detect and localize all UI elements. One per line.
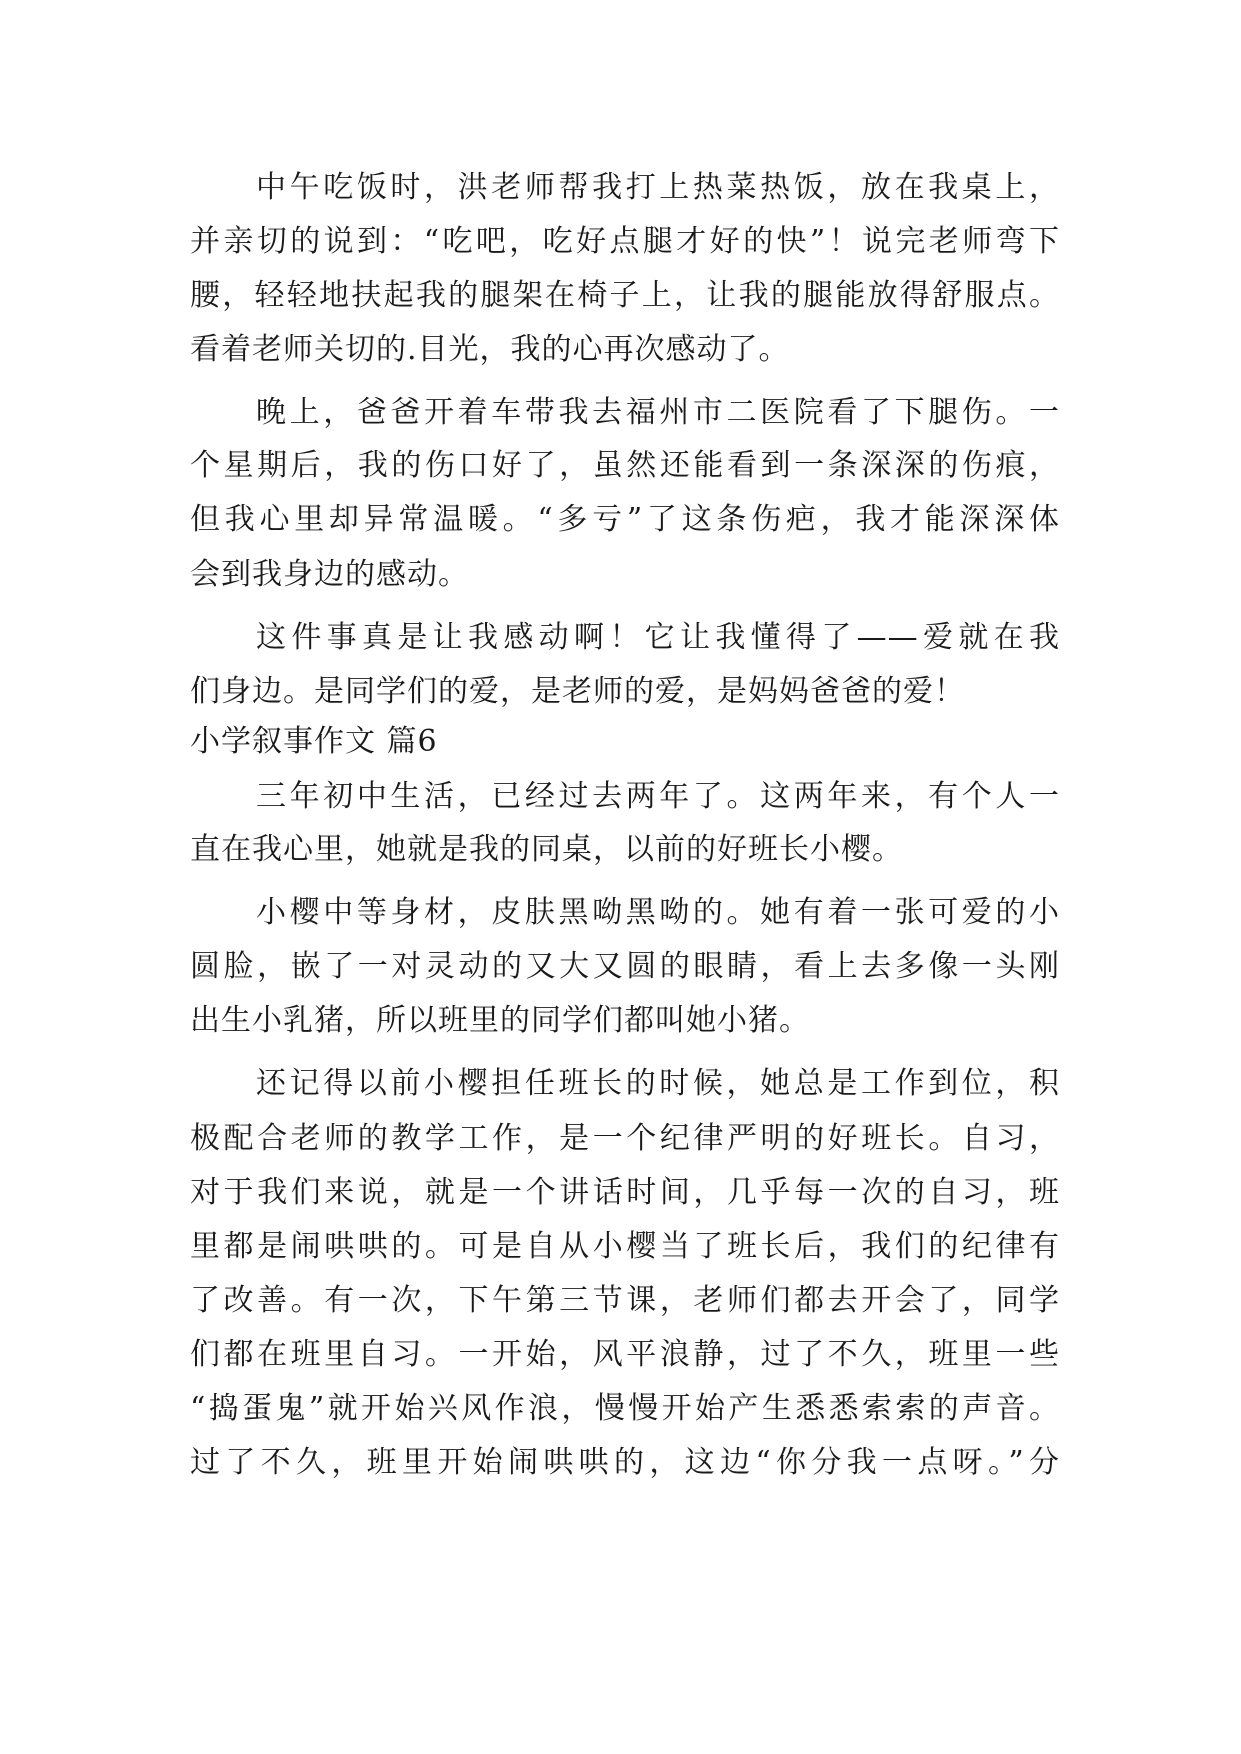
section-heading: 小学叙事作文 篇6	[190, 724, 438, 759]
paragraph-5-line-3: 出生小乳猪，所以班里的同学们都叫她小猪。	[190, 1003, 810, 1038]
paragraph-6-line-4: 里都是闹哄哄的。可是自从小樱当了班长后，我们的纪律有	[190, 1229, 1060, 1264]
paragraph-6-line-8: 过了不久，班里开始闹哄哄的，这边“你分我一点呀。”分	[190, 1445, 1060, 1480]
paragraph-3-line-2: 们身边。是同学们的爱，是老师的爱，是妈妈爸爸的爱！	[190, 674, 965, 709]
paragraph-6-line-6: 们都在班里自习。一开始，风平浪静，过了不久，班里一些	[190, 1337, 1060, 1372]
paragraph-6-line-5: 了改善。有一次，下午第三节课，老师们都去开会了，同学	[190, 1283, 1060, 1318]
paragraph-2-line-4: 会到我身边的感动。	[190, 557, 469, 592]
paragraph-2-line-1: 晚上，爸爸开着车带我去福州市二医院看了下腿伤。一	[256, 395, 1060, 430]
paragraph-1-line-2: 并亲切的说到：“吃吧，吃好点腿才好的快”！说完老师弯下	[190, 224, 1060, 259]
paragraph-1-line-3: 腰，轻轻地扶起我的腿架在椅子上，让我的腿能放得舒服点。	[190, 278, 1060, 313]
paragraph-1-line-1: 中午吃饭时，洪老师帮我打上热菜热饭，放在我桌上，	[256, 170, 1060, 205]
paragraph-2-line-2: 个星期后，我的伤口好了，虽然还能看到一条深深的伤痕，	[190, 448, 1060, 483]
paragraph-6-line-2: 极配合老师的教学工作，是一个纪律严明的好班长。自习，	[190, 1121, 1060, 1156]
paragraph-6-line-3: 对于我们来说，就是一个讲话时间，几乎每一次的自习，班	[190, 1175, 1060, 1210]
paragraph-4-line-2: 直在我心里，她就是我的同桌，以前的好班长小樱。	[190, 832, 903, 867]
paragraph-1-line-4: 看着老师关切的.目光，我的心再次感动了。	[190, 332, 790, 367]
paragraph-5-line-1: 小樱中等身材，皮肤黑呦黑呦的。她有着一张可爱的小	[256, 895, 1060, 930]
paragraph-6-line-1: 还记得以前小樱担任班长的时候，她总是工作到位，积	[256, 1066, 1060, 1101]
paragraph-5-line-2: 圆脸，嵌了一对灵动的又大又圆的眼睛，看上去多像一头刚	[190, 949, 1060, 984]
paragraph-2-line-3: 但我心里却异常温暖。“多亏”了这条伤疤，我才能深深体	[190, 502, 1060, 537]
paragraph-6-line-7: “捣蛋鬼”就开始兴风作浪，慢慢开始产生悉悉索索的声音。	[190, 1391, 1060, 1426]
paragraph-4-line-1: 三年初中生活，已经过去两年了。这两年来，有个人一	[256, 779, 1060, 814]
paragraph-3-line-1: 这件事真是让我感动啊！它让我懂得了——爱就在我	[256, 620, 1060, 655]
